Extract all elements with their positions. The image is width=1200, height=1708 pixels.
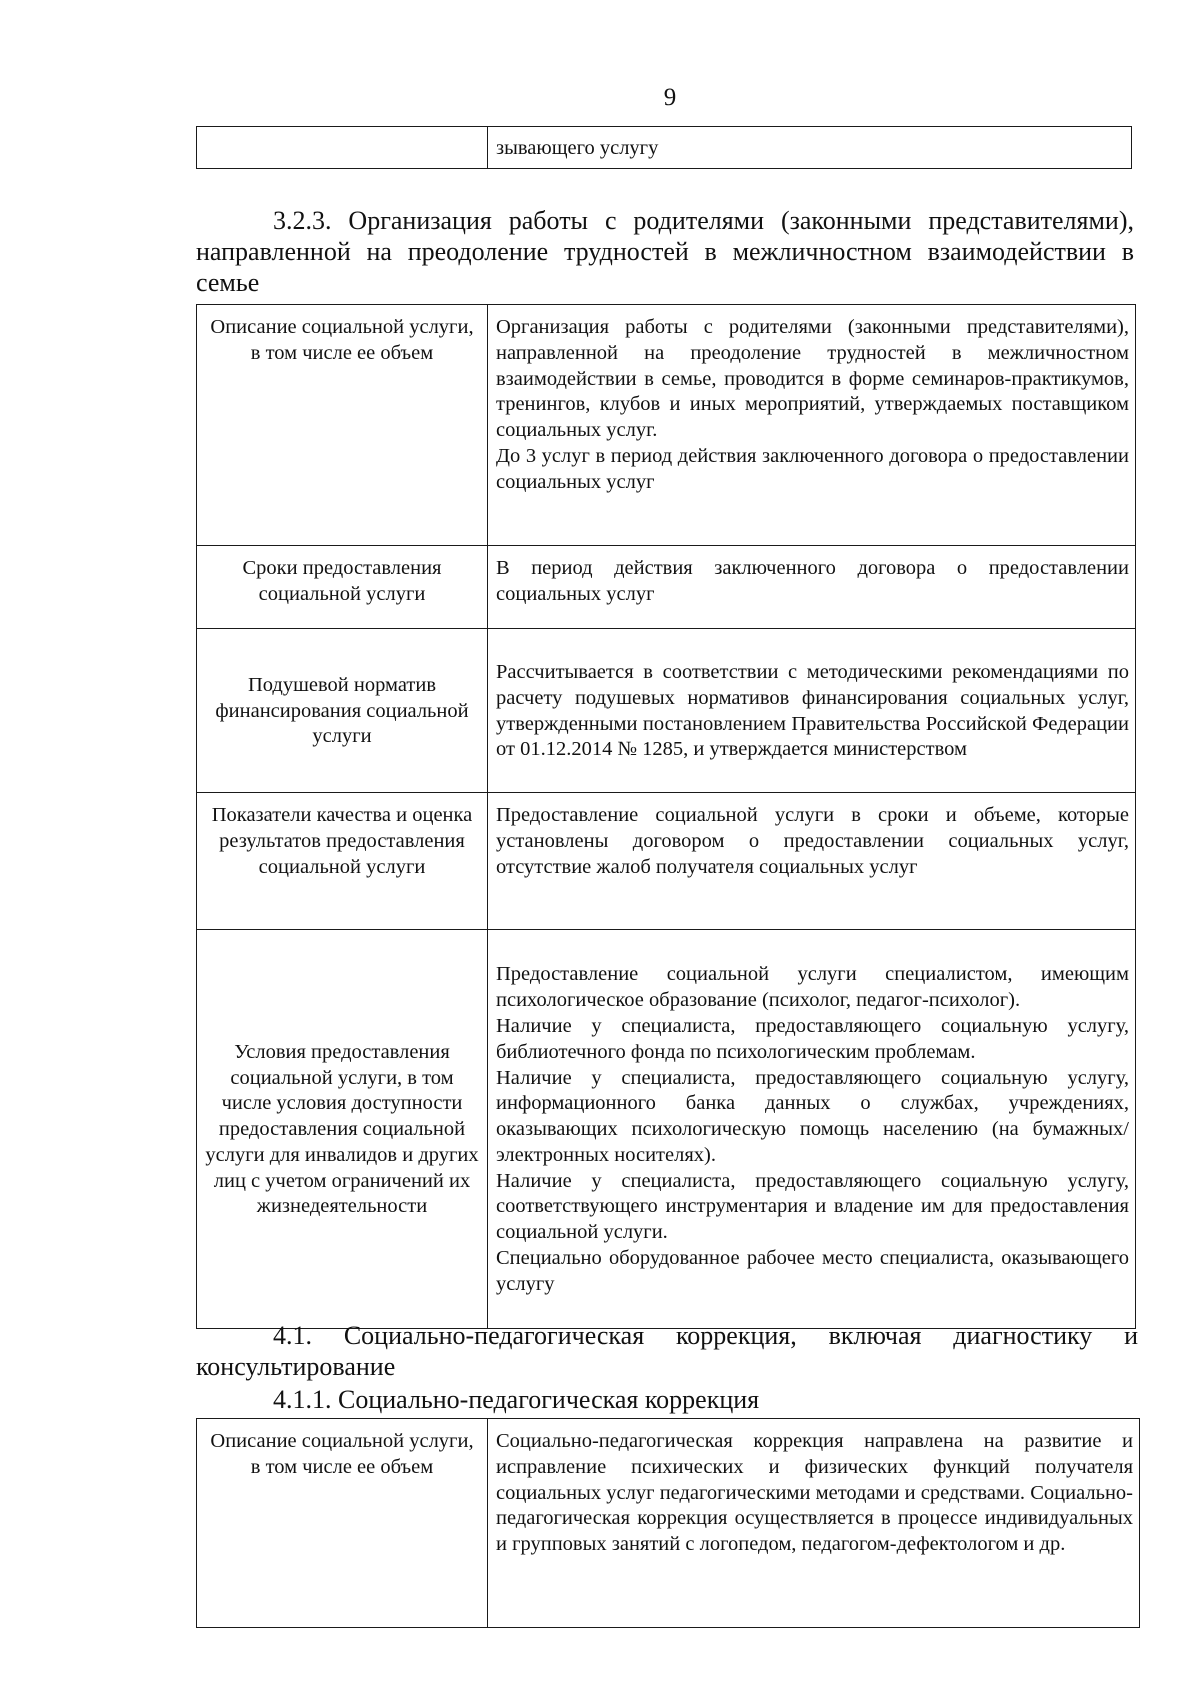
table-row	[197, 930, 1136, 1329]
row-label-cell: Описание социальной услуги, в том числе ее объем	[197, 305, 488, 546]
service-table-4-1-1	[196, 1418, 1140, 1628]
row-content-cell	[488, 629, 1136, 793]
section-heading-4-1	[196, 1320, 1138, 1382]
row-label-cell: Условия предоставления социальной услуги, в том числе условия доступности предоставления социальной услуги для инвалидов и других лиц с учетом ограничений их жизнедеятельности	[197, 930, 488, 1329]
content-paragraph: Организация работы с родителями (законными представителями), направленной на преодоление трудностей в межличностном взаимодействии в семье, проводится в форме семинаров-практикумов, тренингов, клубов и иных мероприятий, утверждаемых поставщиком социальных услуг.	[496, 316, 1129, 442]
heading-text: 3.2.3. Организация работы с родителями (законными представителями), направленной на преодоление трудностей в межличностном взаимодействии в семье	[196, 206, 1134, 297]
content-paragraph: Наличие у специалиста, предоставляющего социальную услугу, соответствующего инструментария и владение им для предоставления социальной услуги.	[496, 1169, 1129, 1244]
content-paragraph: Наличие у специалиста, предоставляющего социальную услугу, информационного банка данных о службах, учреждениях, оказывающих психологическую помощь населению (на бумажных/электронных носителях).	[496, 1066, 1129, 1166]
row-content-cell	[488, 930, 1136, 1329]
service-table-3-2-3	[196, 304, 1136, 1329]
content-paragraph: Предоставление социальной услуги в сроки и объеме, которые установлены договором о предоставлении социальных услуг, отсутствие жалоб получателя социальных услуг	[496, 804, 1129, 878]
section-heading-3-2-3	[196, 205, 1134, 298]
table-row	[197, 1419, 1140, 1628]
row-label-cell: Подушевой норматив финансирования социальной услуги	[197, 629, 488, 793]
table-row	[197, 305, 1136, 546]
row-content-cell	[488, 1419, 1140, 1628]
empty-label-cell	[197, 127, 488, 169]
table-row	[197, 127, 1132, 169]
row-content-cell	[488, 305, 1136, 546]
content-paragraph: До 3 услуг в период действия заключенного договора о предоставлении социальных услуг	[496, 444, 1129, 493]
content-paragraph: Наличие у специалиста, предоставляющего социальную услугу, библиотечного фонда по психологическим проблемам.	[496, 1014, 1129, 1063]
row-label-cell: Описание социальной услуги, в том числе ее объем	[197, 1419, 488, 1628]
content-paragraph: В период действия заключенного договора о предоставлении социальных услуг	[496, 557, 1129, 605]
heading-text: 4.1. Социально-педагогическая коррекция, включая диагностику и консультирование	[196, 1321, 1138, 1381]
row-label-cell: Показатели качества и оценка результатов предоставления социальной услуги	[197, 793, 488, 930]
section-heading-4-1-1: 4.1.1. Социально-педагогическая коррекция	[273, 1385, 760, 1414]
table-row	[197, 629, 1136, 793]
content-paragraph: Рассчитывается в соответствии с методическими рекомендациями по расчету подушевых нормативов финансирования социальных услуг, утвержденными постановлением Правительства Российской Федерации от 01.12.2014 № 1285, и утверждается министерством	[496, 660, 1129, 761]
row-content-cell	[488, 546, 1136, 629]
table-row	[197, 793, 1136, 930]
table-row	[197, 546, 1136, 629]
row-label-cell: Сроки предоставления социальной услуги	[197, 546, 488, 629]
content-cell: зывающего услугу	[488, 127, 1132, 169]
content-paragraph: Социально-педагогическая коррекция направлена на развитие и исправление психических и физических функций получателя социальных услуг педагогическими методами и средствами. Социально-педагогическая коррекция осуществляется в процессе индивидуальных и групповых занятий с логопедом, педагогом-дефектологом и др.	[496, 1430, 1133, 1556]
continued-table-fragment	[196, 126, 1132, 169]
row-content-cell	[488, 793, 1136, 930]
content-paragraph: Предоставление социальной услуги специалистом, имеющим психологическое образование (психолог, педагог-психолог).	[496, 963, 1129, 1012]
content-paragraph: Специально оборудованное рабочее место специалиста, оказывающего услугу	[496, 1247, 1129, 1295]
page-number: 9	[663, 84, 677, 111]
